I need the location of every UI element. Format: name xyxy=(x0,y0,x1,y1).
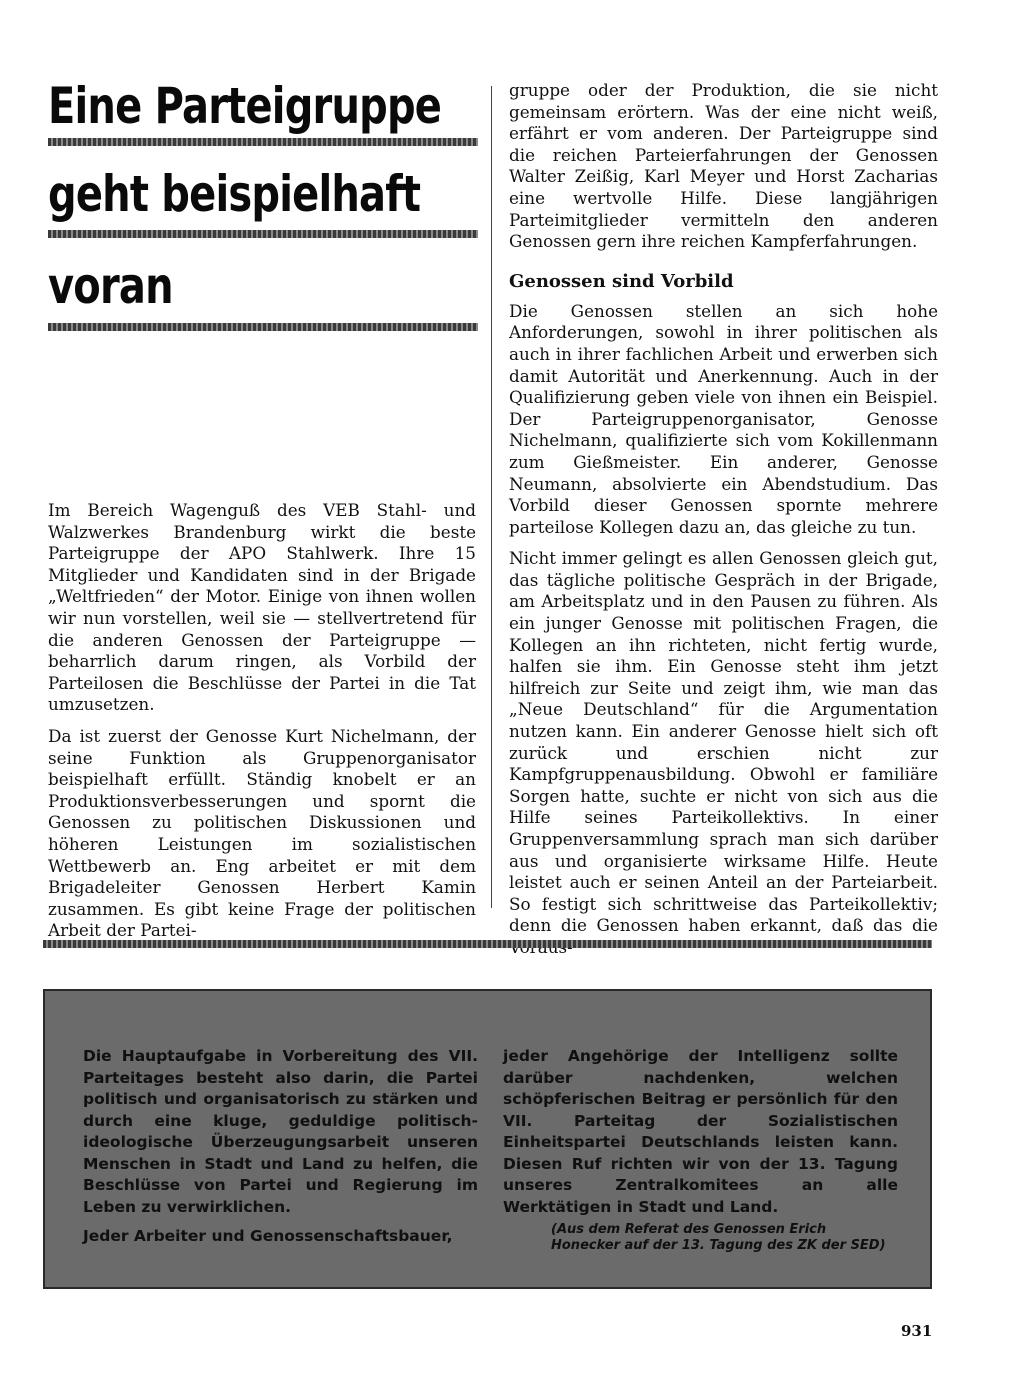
quote-box-left-column xyxy=(83,1046,478,1248)
quote-text: Jeder Arbeiter und Genossenschaftsbauer, xyxy=(83,1227,453,1245)
article-paragraph: Die Genossen stellen an sich hohe Anforderungen, sowohl in ihrer politischen als auch in ihrer fachlichen Arbeit und erwerben sich damit Autorität und Anerkennung. Auch in der Qualifizierung geben viele von ihnen ein Beispiel. Der Parteigruppenorganisator, Genosse Nichelmann, qualifizierte sich vom Kokillenmann zum Gießmeister. Ein anderer, Genosse Neumann, absolvierte ein Abendstudium. Das Vorbild dieser Genossen spornte mehrere parteilose Kollegen dazu an, das gleiche zu tun. xyxy=(509,300,938,537)
headline-rule-2 xyxy=(48,230,478,238)
headline-rule-1 xyxy=(48,138,478,146)
quote-source: (Aus dem Referat des Genossen Erich Honecker auf der 13. Tagung des ZK der SED) xyxy=(551,1222,886,1253)
quote-text: jeder Angehörige der Intelligenz sollte darüber nachdenken, welchen schöpferischen Beitrag er persönlich für den VII. Parteitag der Sozialistischen Einheitspartei Deutschlands leisten kann. Diesen Ruf richten wir von der 13. Tagung unseres Zentralkomitees an alle Werktätigen in Stadt und Land. xyxy=(503,1047,898,1216)
article-paragraph: Da ist zuerst der Genosse Kurt Nichelmann, der seine Funktion als Gruppenorganisator beispielhaft erfüllt. Ständig knobelt er an Produktionsverbesserungen und spornt die Genossen zu politischen Diskussionen und höheren Leistungen im sozialistischen Wettbewerb an. Eng arbeitet er mit dem Brigadeleiter Genossen Herbert Kamin zusammen. Es gibt keine Frage der politischen Arbeit der Partei- xyxy=(48,725,476,941)
section-rule xyxy=(43,940,932,948)
quote-box-right-column xyxy=(503,1046,898,1254)
quote-text: Die Hauptaufgabe in Vorbereitung des VII. Parteitages besteht also darin, die Partei politisch und organisatorisch zu stärken und durch eine kluge, geduldige politisch-ideologische Überzeugungsarbeit unseren Menschen in Stadt und Land zu helfen, die Beschlüsse von Partei und Regierung im Leben zu verwirklichen. xyxy=(83,1047,478,1216)
article-paragraph: Nicht immer gelingt es allen Genossen gleich gut, das tägliche politische Gespräch in der Brigade, am Arbeitsplatz und in den Pausen zu führen. Als ein junger Genosse mit politischen Fragen, die Kollegen an ihn richteten, nicht fertig wurde, halfen sie ihm. Ein Genosse steht ihm jetzt hilfreich zur Seite und zeigt ihm, wie man das „Neue Deutschland“ für die Argumentation nutzen kann. Ein anderer Genosse hielt sich oft zurück und erschien nicht zur Kampfgruppenausbildung. Obwohl er familiäre Sorgen hatte, suchte er nicht von sich aus die Hilfe seines Parteikollektivs. In einer Gruppenversammlung sprach man sich darüber aus und organisierte wirksame Hilfe. Heute leistet auch er seinen Anteil an der Parteiarbeit. So festigt sich schrittweise das Parteikollektiv; denn die Genossen haben erkannt, daß das die xyxy=(509,548,938,936)
quote-box xyxy=(43,989,932,1289)
headline-line-1: Eine Parteigruppe xyxy=(48,77,442,135)
article-right-column xyxy=(509,80,938,959)
headline-rule-3 xyxy=(48,323,478,331)
article-paragraph: gruppe oder der Produktion, die sie nicht gemeinsam erörtern. Was der eine nicht weiß, erfährt er vom anderen. Der Parteigruppe sind die reichen Parteierfahrungen der Genossen Walter Zeißig, Karl Meyer und Horst Zacharias eine wertvolle Hilfe. Diese langjährigen Parteimitglieder vermitteln den anderen Genossen gern ihre reichen Kampferfahrungen. xyxy=(509,80,938,252)
column-divider xyxy=(491,86,492,908)
article-left-column xyxy=(48,500,476,942)
headline-line-2: geht beispielhaft xyxy=(48,165,421,223)
article-paragraph: Im Bereich Wagenguß des VEB Stahl- und Walzwerkes Brandenburg wirkt die beste Parteigruppe der APO Stahlwerk. Ihre 15 Mitglieder und Kandidaten sind in der Brigade „Weltfrieden“ der Motor. Einige von ihnen wollen wir nun vorstellen, weil sie — stellvertretend für die anderen Genossen der Parteigruppe — beharrlich darum ringen, als Vorbild der Parteilosen die Beschlüsse der Partei in die Tat umzusetzen. xyxy=(48,500,476,715)
headline-line-3: voran xyxy=(48,257,173,315)
page-number: 931 xyxy=(901,1322,933,1340)
section-subheading: Genossen sind Vorbild xyxy=(509,270,734,292)
